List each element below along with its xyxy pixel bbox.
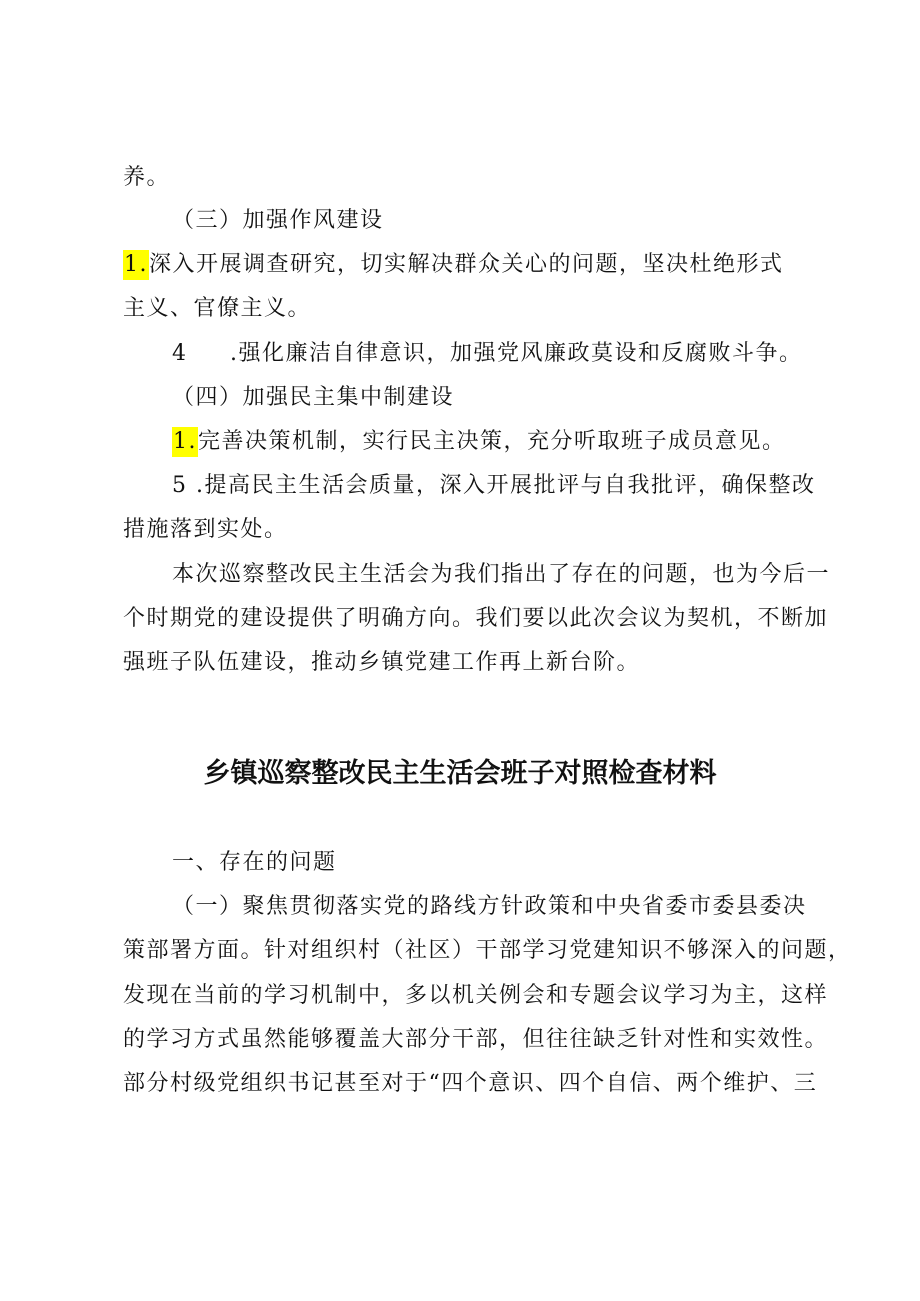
- item-number-highlighted: 1.: [123, 250, 149, 280]
- paragraph-line: 策部署方面。针对组织村（社区）干部学习党建知识不够深入的问题，: [123, 938, 852, 963]
- text-line: 养。: [123, 165, 171, 190]
- list-item: [172, 339, 812, 369]
- item-text: 深入开展调查研究，切实解决群众关心的问题，坚决杜绝形式: [149, 252, 784, 277]
- paragraph-line: 个时期党的建设提供了明确方向。我们要以此次会议为契机，不断加: [123, 606, 829, 631]
- item-text: 完善决策机制，实行民主决策，充分听取班子成员意见。: [198, 429, 786, 454]
- item-number: 4: [172, 341, 188, 366]
- list-item: 5 .提高民主生活会质量，深入开展批评与自我批评，确保整改: [172, 473, 816, 498]
- item-number-highlighted: 1.: [172, 427, 198, 457]
- document-title: 乡镇巡察整改民主生活会班子对照检查材料: [203, 758, 717, 789]
- text-line: 措施落到实处。: [123, 517, 288, 542]
- paragraph-line: 部分村级党组织书记甚至对于“四个意识、四个自信、两个维护、三: [123, 1071, 818, 1096]
- text-line: 主义、官僚主义。: [123, 296, 312, 321]
- paragraph-line: （一）聚焦贯彻落实党的路线方针政策和中央省委市委县委决: [172, 894, 807, 919]
- section-heading: （四）加强民主集中制建设: [172, 385, 455, 410]
- paragraph-line: 发现在当前的学习机制中，多以机关例会和专题会议学习为主，这样: [123, 983, 829, 1008]
- paragraph-line: 强班子队伍建设，推动乡镇党建工作再上新台阶。: [123, 650, 641, 675]
- section-heading: 一、存在的问题: [172, 850, 337, 875]
- paragraph-line: 的学习方式虽然能够覆盖大部分干部，但往往缺乏针对性和实效性。: [123, 1027, 829, 1052]
- list-item: [172, 427, 812, 457]
- item-text: .强化廉洁自律意识，加强党风廉政莫设和反腐败斗争。: [230, 341, 803, 366]
- paragraph-line: 本次巡察整改民主生活会为我们指出了存在的问题，也为今后一: [172, 562, 831, 587]
- section-heading: （三）加强作风建设: [172, 208, 384, 233]
- list-item: [123, 250, 813, 280]
